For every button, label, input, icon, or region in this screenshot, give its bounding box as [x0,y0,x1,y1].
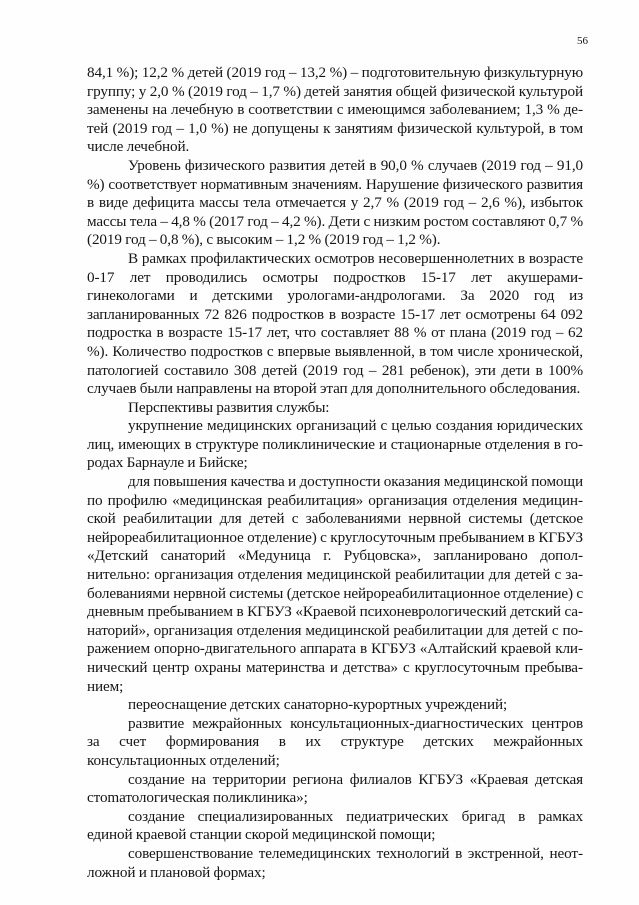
list-item-medical-rehabilitation: для повышения качества и доступности оказания медицинской помощи по профилю «медицинская реабилитация» организация отделения медицинской реабилитации для детей с заболеваниями нервной системы (детское нейрореабилитационное отделение) с круглосуточным пребыванием в КГБУЗ «Детский санаторий «Медуница г. Рубцовска», запланировано дополнительно: организация отделения медицинской реабилитации для детей с заболеваниями нервной системы (детское нейрореабилитационное отделение) с дневным пребыванием в КГБУЗ «Краевой психоневрологический детский санаторий», организация отделения медицинской реабилитации для детей с поражением опорно-двигательного аппарата в КГБУЗ «Алтайский краевой клинический центр охраны материнства и детства» с круглосуточным пребыванием; [87,473,583,695]
page-number: 56 [577,35,588,47]
paragraph-physical-development: Уровень физического развития детей в 90,0 % случаев (2019 год – 91,0 %) соответствует нормативным значениям. Нарушение физического развития в виде дефицита массы тела отмечается у 2,7 % (2019 год – 2,6 %), избыток массы тела – 4,8 % (2017 год – 4,2 %). Дети с низким ростом составляют 0,7 % (2019 год – 0,8 %), с высоким – 1,2 % (2019 год – 1,2 %). [87,156,583,249]
list-item-interdistrict-centers: развитие межрайонных консультационных-диагностических центров за счет формирования в их структуре детских межрайонных консультационных отделений; [87,714,583,769]
body-text [87,64,583,882]
list-item-sanatorium-reequipment: переоснащение детских санаторно-курортных учреждений; [128,696,508,714]
list-item-dental-branches: создание на территории региона филиалов КГБУЗ «Краевая детская стоmатологическая поликлиника»; [87,770,583,807]
paragraph-development-prospects-heading: Перспективы развития службы: [128,398,330,416]
paragraph-physical-education-groups: 84,1 %); 12,2 % детей (2019 год – 13,2 %) – подготовительную физкультурную группу; у 2,0 % (2019 год – 1,7 %) детей занятия общей физической культурой заменены на лечебную в соответствии с имеющимся заболеванием; 1,3 % детей (2019 год – 1,0 %) не допущены к занятиям физической культурой, в том числе лечебной. [87,64,583,156]
list-item-consolidation: укрупнение медицинских организаций с целью создания юридических лиц, имеющих в структуре поликлинические и стационарные отделения в городах Барнауле и Бийске; [87,417,583,472]
list-item-pediatric-teams: создание специализированных педиатрических бригад в рамках единой краевой станции скорой медицинской помощи; [87,807,583,844]
list-item-telemedicine: совершенствование телемедицинских технологий в экстренной, неотложной и плановой формах; [87,844,583,881]
paragraph-preventive-examinations: В рамках профилактических осмотров несовершеннолетних в возрасте 0-17 лет проводились осмотры подростков 15-17 лет акушерами-гинекологами и детскими урологами-андрологами. За 2020 год из запланированных 72 826 подростков в возрасте 15-17 лет осмотрены 64 092 подростка в возрасте 15-17 лет, что составляет 88 % от плана (2019 год – 62 %). Количество подростков с впервые выявленной, в том числе хронической, патологией составило 308 детей (2019 год – 281 ребенок), эти дети в 100% случаев были направлены на второй этап для дополнительного обследования. [87,249,583,398]
